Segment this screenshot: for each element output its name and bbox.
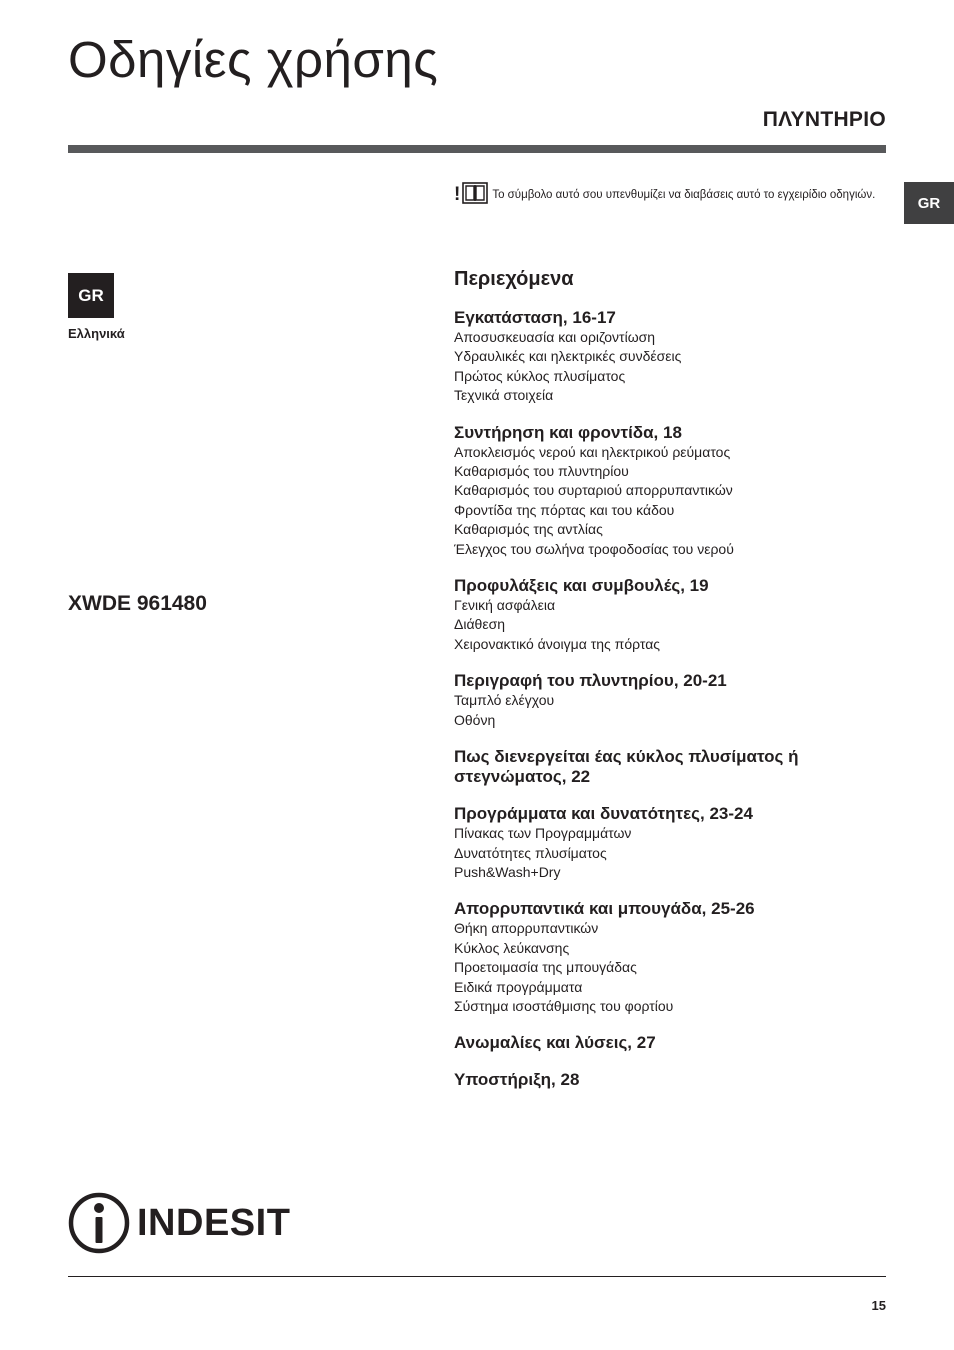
toc-section [454,747,886,787]
toc-section-title: Περιγραφή του πλυντηρίου, 20-21 [454,671,727,691]
toc-item: Push&Wash+Dry [454,863,561,880]
toc-item-list [454,691,886,730]
notice-text: Το σύμβολο αυτό σου υπενθυμίζει να διαβάσεις αυτό το εγχειρίδιο οδηγιών. [492,189,876,201]
toc-item: Διάθεση [454,616,506,633]
product-type: ΠΛΥΝΤΗΡΙΟ [762,108,886,131]
toc-section [454,1070,886,1090]
table-of-contents [454,268,886,1107]
toc-item: Δυνατότητες πλυσίματος [454,844,607,861]
toc-item-list [454,824,886,882]
toc-section-title: Προφυλάξεις και συμβουλές, 19 [454,576,709,596]
toc-section-title: Ανωμαλίες και λύσεις, 27 [454,1033,656,1053]
toc-item-list [454,919,886,1016]
toc-section [454,308,886,406]
toc-item: Υδραυλικές και ηλεκτρικές συνδέσεις [454,348,682,365]
indesit-i-logo-icon [68,1192,130,1254]
toc-item-list [454,596,886,654]
toc-item: Καθαρισμός του πλυντηρίου [454,463,629,480]
language-side-tab: GR [904,182,954,224]
language-badge: GR [68,273,114,318]
toc-item: Σύστημα ισοστάθμισης του φορτίου [454,997,674,1014]
language-name: Ελληνικά [68,326,125,341]
page-title: Οδηγίες χρήσης [68,31,439,88]
toc-item-list [454,328,886,406]
toc-item: Γενική ασφάλεια [454,597,556,614]
toc-item: Καθαρισμός του συρταριού απορρυπαντικών [454,482,733,499]
header-divider [68,145,886,153]
toc-section-title: Απορρυπαντικά και μπουγάδα, 25-26 [454,899,755,919]
warning-book-icon: ! [454,182,488,204]
toc-section-title: Πως διενεργείται έας κύκλος πλυσίματος ή στεγνώματος, 22 [454,747,799,787]
toc-item: Αποσυσκευασία και οριζοντίωση [454,329,656,345]
toc-section-title: Εγκατάσταση, 16-17 [454,308,616,327]
toc-item: Προετοιμασία της μπουγάδας [454,959,637,976]
toc-item: Καθαρισμός της αντλίας [454,521,603,538]
toc-item: Θήκη απορρυπαντικών [454,920,599,937]
reading-notice [454,182,886,209]
toc-item: Ειδικά προγράμματα [454,978,583,995]
toc-item: Έλεγχος του σωλήνα τροφοδοσίας του νερού [454,540,734,557]
toc-item: Αποκλεισμός νερού και ηλεκτρικού ρεύματος [454,443,731,460]
toc-section [454,671,886,730]
toc-section [454,899,886,1016]
toc-item: Χειρονακτικό άνοιγμα της πόρτας [454,635,661,652]
toc-sections [454,308,886,1090]
footer-divider [68,1276,886,1277]
toc-section [454,804,886,882]
page-number: 15 [871,1298,886,1313]
toc-section-title: Υποστήριξη, 28 [454,1070,580,1090]
toc-section [454,423,886,559]
model-number: XWDE 961480 [68,592,207,615]
toc-section [454,576,886,654]
toc-heading: Περιεχόμενα [454,268,574,290]
toc-section-title: Συντήρηση και φροντίδα, 18 [454,422,682,442]
toc-section [454,1033,886,1053]
toc-item: Φροντίδα της πόρτας και του κάδου [454,501,675,518]
toc-item: Πρώτος κύκλος πλυσίματος [454,367,626,384]
toc-item: Κύκλος λεύκανσης [454,939,570,956]
toc-item: Οθόνη [454,711,496,728]
toc-item: Τεχνικά στοιχεία [454,387,554,404]
toc-item: Πίνακας των Προγραμμάτων [454,825,632,842]
toc-item: Ταμπλό ελέγχου [454,692,555,709]
toc-item-list [454,443,886,559]
toc-section-title: Προγράμματα και δυνατότητες, 23-24 [454,804,753,824]
brand-name: INDESIT [137,1202,291,1244]
indesit-logo [68,1192,290,1254]
